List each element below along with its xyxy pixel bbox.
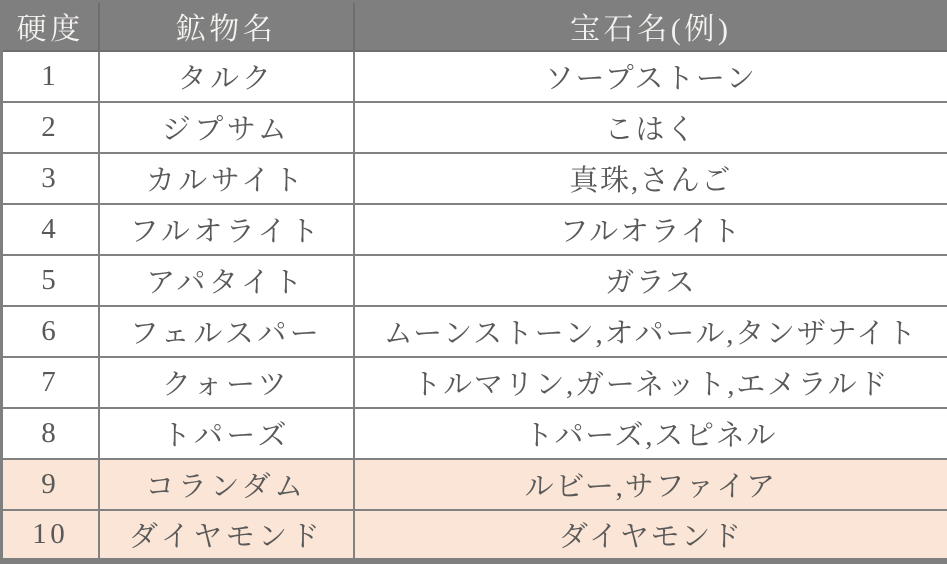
cell-gems: ガラス: [354, 255, 947, 306]
cell-gems: フルオライト: [354, 204, 947, 255]
cell-hardness: 9: [2, 459, 99, 510]
cell-mineral: ダイヤモンド: [99, 510, 354, 561]
cell-mineral: カルサイト: [99, 153, 354, 204]
cell-hardness: 2: [2, 102, 99, 153]
table-body: [2, 51, 947, 562]
table-row: [2, 306, 947, 357]
cell-mineral: フルオライト: [99, 204, 354, 255]
cell-hardness: 10: [2, 510, 99, 561]
table-row: [2, 357, 947, 408]
header-gems: 宝石名(例): [354, 2, 947, 51]
cell-gems: ソープストーン: [354, 51, 947, 102]
cell-gems: トルマリン,ガーネット,エメラルド: [354, 357, 947, 408]
cell-gems: ムーンストーン,オパール,タンザナイト: [354, 306, 947, 357]
cell-gems: こはく: [354, 102, 947, 153]
table-row: [2, 408, 947, 459]
cell-hardness: 1: [2, 51, 99, 102]
cell-mineral: トパーズ: [99, 408, 354, 459]
cell-gems: 真珠,さんご: [354, 153, 947, 204]
table-row: [2, 255, 947, 306]
cell-gems: トパーズ,スピネル: [354, 408, 947, 459]
cell-gems: ダイヤモンド: [354, 510, 947, 561]
header-mineral: 鉱物名: [99, 2, 354, 51]
cell-mineral: フェルスパー: [99, 306, 354, 357]
cell-mineral: タルク: [99, 51, 354, 102]
cell-hardness: 8: [2, 408, 99, 459]
table-row: [2, 102, 947, 153]
cell-hardness: 4: [2, 204, 99, 255]
cell-mineral: コランダム: [99, 459, 354, 510]
table-row: [2, 204, 947, 255]
table-row: [2, 510, 947, 561]
cell-mineral: ジプサム: [99, 102, 354, 153]
cell-hardness: 7: [2, 357, 99, 408]
header-hardness: 硬度: [2, 2, 99, 51]
cell-hardness: 5: [2, 255, 99, 306]
table-header: [2, 2, 947, 51]
cell-hardness: 3: [2, 153, 99, 204]
cell-mineral: クォーツ: [99, 357, 354, 408]
cell-hardness: 6: [2, 306, 99, 357]
table-row: [2, 51, 947, 102]
header-row: [2, 2, 947, 51]
cell-gems: ルビー,サファイア: [354, 459, 947, 510]
cell-mineral: アパタイト: [99, 255, 354, 306]
table-row: [2, 459, 947, 510]
table-row: [2, 153, 947, 204]
